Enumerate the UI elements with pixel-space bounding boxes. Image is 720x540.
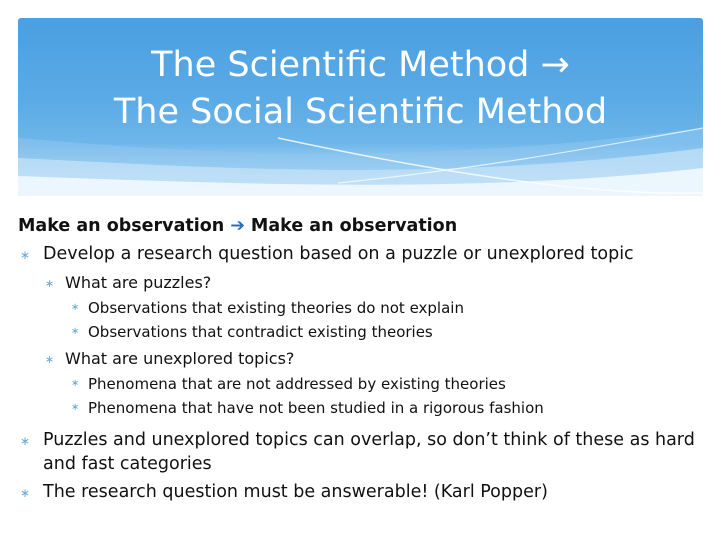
bullet-asterisk-icon: ∗ xyxy=(45,277,55,290)
bullet-asterisk-icon: ∗ xyxy=(45,353,55,366)
bullet-text: Observations that existing theories do not explain xyxy=(88,299,464,317)
sub-sub-bullet-item xyxy=(18,398,708,418)
sub-sub-bullet-item xyxy=(18,374,708,394)
bullet-text: Develop a research question based on a puzzle or unexplored topic xyxy=(43,244,634,264)
bullet-item xyxy=(18,428,708,476)
arrow-right-icon: ➔ xyxy=(230,216,245,236)
bullet-asterisk-icon: ∗ xyxy=(20,248,31,262)
bullet-item xyxy=(18,480,708,504)
bullet-item xyxy=(18,242,708,266)
bullet-asterisk-icon: ∗ xyxy=(71,402,80,413)
slide-title xyxy=(18,42,703,136)
title-line-1: The Scientific Method → xyxy=(151,45,570,85)
sub-sub-bullet-item xyxy=(18,298,708,318)
title-banner xyxy=(18,18,703,196)
slide-content xyxy=(18,214,708,504)
bullet-text: What are puzzles? xyxy=(65,273,212,292)
section-heading xyxy=(18,214,708,238)
heading-left: Make an observation xyxy=(18,216,225,236)
sub-bullet-item xyxy=(18,348,708,370)
bullet-asterisk-icon: ∗ xyxy=(71,302,80,313)
bullet-asterisk-icon: ∗ xyxy=(20,434,31,448)
bullet-asterisk-icon: ∗ xyxy=(20,486,31,500)
bullet-asterisk-icon: ∗ xyxy=(71,378,80,389)
bullet-text: Puzzles and unexplored topics can overlap, so don’t think of these as hard and fast categories xyxy=(43,430,695,474)
bullet-text: The research question must be answerable! (Karl Popper) xyxy=(43,482,548,502)
bullet-text: What are unexplored topics? xyxy=(65,349,295,368)
bullet-text: Observations that contradict existing theories xyxy=(88,323,433,341)
bullet-text: Phenomena that are not addressed by existing theories xyxy=(88,375,506,393)
sub-sub-bullet-item xyxy=(18,322,708,342)
title-line-2: The Social Scientific Method xyxy=(113,92,608,132)
bullet-asterisk-icon: ∗ xyxy=(71,326,80,337)
sub-bullet-item xyxy=(18,272,708,294)
heading-right: Make an observation xyxy=(250,216,458,236)
bullet-text: Phenomena that have not been studied in a rigorous fashion xyxy=(88,399,544,417)
